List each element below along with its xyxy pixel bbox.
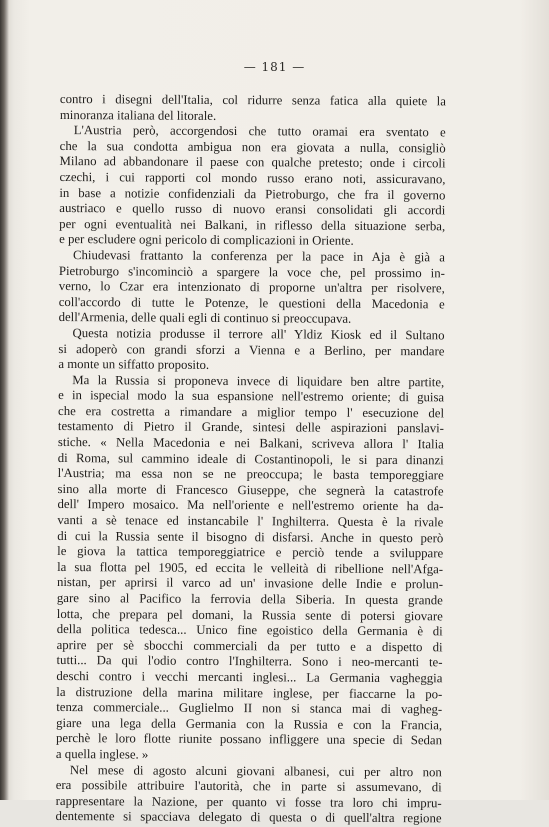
text-line: per ogni eventualità nei Balkani, in riflesso della situazione serba,: [59, 216, 446, 234]
text-line: contro i disegni dell'Italia, col ridurre senza fatica alla quiete la: [59, 92, 446, 109]
text-line: testamento di Pietro il Grande, sintesi delle aspirazioni panslavi-: [57, 419, 444, 436]
text-line: della politica tedesca... Unico fine egoistico della Germania è di: [56, 622, 443, 639]
text-line: l'Austria; ma essa non se ne preoccupa; le basta temporeggiare: [57, 466, 444, 483]
text-line: dell'Armenia, delle quali egli di continuo si preoccupava.: [58, 310, 352, 327]
text-line: gare sino al Pacifico la ferrovia della Siberia. In questa grande: [56, 590, 443, 608]
text-line: austriaco e quello russo di nuovo eransi consolidati gli accordi: [59, 201, 446, 218]
text-line: era possibile attribuire l'autorità, che in parte si assumevano, di: [55, 778, 442, 795]
text-line: di Roma, sul cammino ideale di Costantinopoli, le si para dinanzi: [57, 450, 444, 468]
text-line: L'Austria però, accorgendosi che tutto oramai era sventato e: [73, 123, 446, 140]
text-line: dentemente si spacciava delegato di questa o di quell'altra regione: [55, 809, 442, 826]
text-line: a monte un siffatto proposito.: [58, 357, 210, 373]
text-line: Chiudevasi frattanto la conferenza per la pace in Aja è già a: [72, 248, 446, 265]
page-number: — 181 —: [243, 60, 306, 74]
body-text: [56, 92, 446, 827]
text-line: Ma la Russia si proponeva invece di liquidare ben altre partite,: [72, 372, 445, 390]
text-line: di cui la Russia sente il bisogno di disfarsi. Anche in questo però: [57, 528, 444, 545]
text-line: deschi contro i vecchi mercanti inglesi... La Germania vagheggia: [56, 668, 443, 686]
text-line: lotta, che prepara pel domani, la Russia sente di potersi giovare: [56, 606, 443, 623]
text-line: le giova la tattica temporeggiatrice e perciò tende a sviluppare: [57, 544, 444, 561]
text-line: minoranza italiana del litorale.: [59, 107, 217, 123]
text-line: sino alla morte di Francesco Giuseppe, che segnerà la catastrofe: [57, 481, 444, 499]
text-line: aprire per sè sbocchi commerciali da per tutto e a dispetto di: [56, 637, 443, 655]
text-line: che la sua condotta ambigua non era giovata a nulla, consigliò: [59, 138, 446, 156]
text-line: nistan, per aprirsi il varco ad un' invasione delle Indie e prolun-: [56, 575, 444, 592]
text-line: la distruzione della marina militare inglese, per fiaccarne la po-: [56, 684, 443, 701]
text-line: in base a notizie confidenziali da Pietroburgo, che fra il governo: [59, 185, 446, 202]
text-line: Pietroburgo s'incominciò a spargere la voce che, pel prossimo in-: [58, 263, 445, 280]
binding-shadow: [0, 0, 9, 800]
text-line: czechi, i cui rapporti col mondo russo erano noti, assicuravano,: [59, 169, 446, 187]
text-line: giare una lega della Germania con la Russia e con la Francia,: [56, 715, 443, 733]
text-line: coll'accordo di tutte le Potenze, le questioni della Macedonia e: [58, 294, 445, 312]
text-line: Nel mese di agosto alcuni giovani albanesi, cui per altro non: [69, 762, 442, 779]
text-line: tutti... Da qui l'odio contro l'Inghilterra. Sono i neo-mercanti te-: [56, 653, 443, 670]
text-line: vanti a sè tenace ed instancabile l' Inghilterra. Questa è la rivale: [57, 513, 444, 530]
text-line: rappresentare la Nazione, per quanto vi fosse tra loro chi impru-: [55, 793, 442, 811]
text-line: verno, lo Czar era intenzionato di proporne un'altra per risolvere,: [58, 279, 445, 296]
text-line: a quella inglese. »: [55, 746, 149, 762]
text-line: Questa notizia produsse il terrore all' Yldiz Kiosk ed il Sultano: [72, 325, 445, 343]
text-line: tenza commerciale... Guglielmo II non si stanca mai di vagheg-: [56, 700, 443, 717]
text-line: che era costretta a rimandare a miglior tempo l' esecuzione del: [58, 403, 445, 421]
text-line: la sua flotta pel 1905, ed eccita le velleità di ribellione nell'Afga-: [57, 559, 444, 577]
text-line: si adoperò con grandi sforzi a Vienna e a Berlino, per mandare: [58, 341, 445, 358]
text-line: e per escludere ogni pericolo di complicazioni in Oriente.: [59, 232, 354, 249]
text-line: stiche. « Nella Macedonia e nei Balkani, scriveva allora l' Italia: [57, 435, 444, 452]
text-line: dell' Impero mosaico. Ma nell'oriente e nell'estremo oriente ha da-: [57, 497, 444, 514]
text-line: e in ispecial modo la sua espansione nell'estremo oriente; di guisa: [58, 388, 445, 405]
text-line: Milano ad abbandonare il paese con qualche pretesto; onde i circoli: [59, 154, 446, 171]
text-line: perchè le loro flotte riunite possano infliggere una specie di Sedan: [56, 731, 443, 748]
